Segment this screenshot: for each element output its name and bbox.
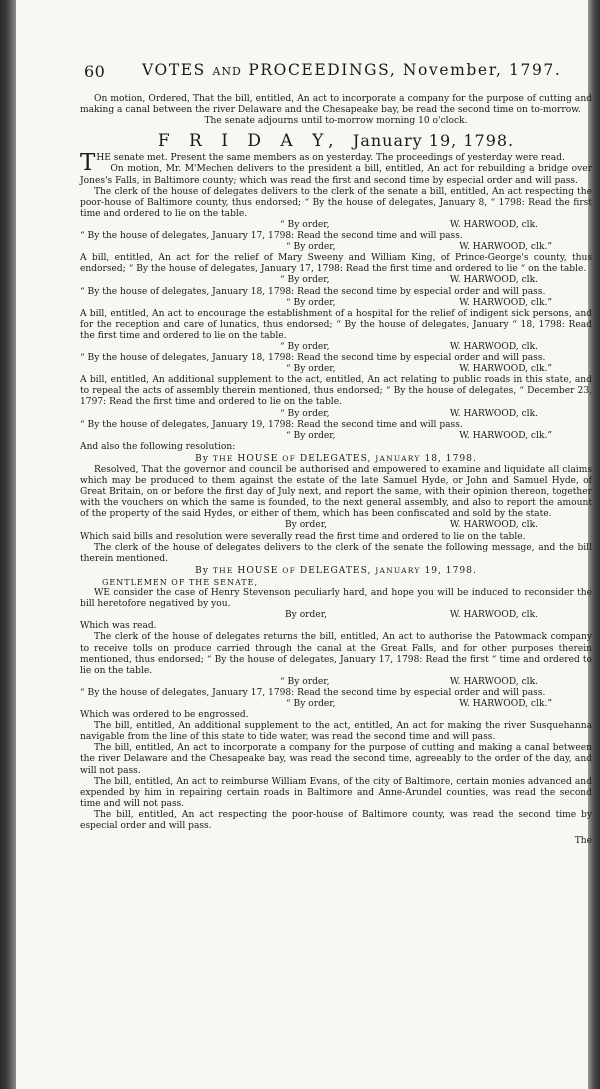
paragraph: The bill, entitled, An act respecting the poor-house of Baltimore county, was read the second time by especial order and will pass.: [80, 809, 592, 831]
by-order: “ By order,: [280, 676, 330, 687]
catchword: The: [574, 836, 592, 847]
paragraph: On motion, Ordered, That the bill, entitled, An act to incorporate a company for the purpose of cutting and making a canal between the river Delaware and the Chesapeake bay, be read the second time on to-morrow.: [80, 94, 592, 116]
res-delegates: DELEGATES,: [299, 453, 372, 464]
by-order: “ By order,: [286, 698, 336, 709]
by-order: By order,: [285, 610, 327, 621]
clerk-signature: W. HARWOOD, clk.: [449, 408, 538, 419]
signature-line: [80, 431, 592, 442]
paragraph: The clerk of the house of delegates delivers to the clerk of the senate a bill, entitled, An act respecting the poor-house of Baltimore county, thus endorsed; “ By the house of delegates, January 8, “ 1798: Read the first time and ordered to lie on the table.: [80, 186, 592, 219]
signature-line: [80, 520, 592, 531]
clerk-signature: W. HARWOOD, clk.: [449, 520, 538, 531]
running-head: [142, 61, 562, 79]
res-the: THE: [212, 453, 234, 463]
endorsement: “ By the house of delegates, January 18, 1798: Read the second time by especial order and will pass.: [80, 286, 546, 297]
clerk-signature: W. HARWOOD, clk.”: [459, 698, 552, 709]
running-head-votes: VOTES: [142, 61, 206, 79]
signature-line: [80, 342, 592, 353]
day-name: F R I D A Y,: [157, 131, 341, 152]
running-head-date: November, 1797.: [402, 61, 562, 79]
document-page: [80, 62, 592, 847]
by-order: “ By order,: [286, 297, 336, 308]
by-order: “ By order,: [280, 275, 330, 286]
paragraph-text: HE senate met. Present the same members as on yesterday. The proceedings of yesterday were read.: [96, 153, 565, 164]
by-order: “ By order,: [286, 430, 336, 441]
signature-line: [80, 220, 592, 231]
res-of: OF: [282, 453, 297, 463]
res-january: JANUARY: [375, 565, 421, 575]
endorsement: “ By the house of delegates, January 19, 1798: Read the second time and will pass.: [80, 419, 463, 430]
paragraph: A bill, entitled, An act for the relief of Mary Sweeny and William King, of Prince-George's county, thus endorsed; “ By the house of delegates, January 17, 1798: Read the first time and ordered to lie “ on the table.: [80, 253, 592, 275]
day-date: January 19, 1798.: [352, 131, 515, 151]
clerk-signature: W. HARWOOD, clk.: [449, 275, 538, 286]
salutation: GENTLEMEN OF THE SENATE,: [102, 577, 259, 587]
scan-edge-left: [0, 0, 16, 1089]
res-january: JANUARY: [375, 453, 421, 463]
signature-line: [80, 298, 592, 309]
day-heading: [80, 131, 592, 152]
res-house: HOUSE: [237, 565, 279, 576]
res-house: HOUSE: [237, 453, 279, 464]
clerk-signature: W. HARWOOD, clk.”: [459, 430, 552, 441]
page-header: [80, 62, 592, 94]
paragraph: The clerk of the house of delegates delivers to the clerk of the senate the following message, and the bill therein mentioned.: [80, 542, 592, 564]
signature-line: [80, 275, 592, 286]
by-order: “ By order,: [286, 364, 336, 375]
paragraph: And also the following resolution:: [80, 441, 236, 452]
adjournment-line: The senate adjourns until to-morrow morning 10 o'clock.: [204, 116, 468, 127]
by-order: “ By order,: [280, 408, 330, 419]
res-delegates: DELEGATES,: [299, 565, 372, 576]
running-head-proceedings: PROCEEDINGS,: [248, 61, 397, 79]
drop-cap: T: [80, 150, 96, 177]
res-the: THE: [212, 565, 234, 575]
res-by: By: [195, 565, 209, 576]
res-date: 18, 1798.: [424, 453, 477, 464]
by-order: “ By order,: [280, 219, 330, 230]
clerk-signature: W. HARWOOD, clk.: [449, 676, 538, 687]
page-number: 60: [84, 62, 106, 81]
by-order: “ By order,: [280, 341, 330, 352]
paragraph: The clerk of the house of delegates returns the bill, entitled, An act to authorise the Patowmack company to receive tolls on produce carried through the canal at the Great Falls, and for other purposes therein mentioned, thus endorsed; “ By the house of delegates, January 17, 1798: Read the first “ time and ordered to lie on the table.: [80, 632, 592, 676]
clerk-signature: W. HARWOOD, clk.: [449, 610, 538, 621]
paragraph: Which said bills and resolution were severally read the first time and ordered to lie on the table.: [80, 531, 526, 542]
signature-line: [80, 364, 592, 375]
clerk-signature: W. HARWOOD, clk.: [449, 219, 538, 230]
paragraph: A bill, entitled, An additional supplement to the act, entitled, An act relating to public roads in this state, and to repeal the acts of assembly therein mentioned, thus endorsed; “ By the house of delegates, “ December 23, 1797: Read the first time and ordered to lie on the table.: [80, 375, 592, 408]
res-of: OF: [282, 565, 297, 575]
signature-line: [80, 409, 592, 420]
clerk-signature: W. HARWOOD, clk.”: [459, 297, 552, 308]
res-date: 19, 1798.: [424, 565, 477, 576]
signature-line: [80, 242, 592, 253]
signature-line: [80, 699, 592, 710]
running-head-and: AND: [212, 65, 242, 78]
clerk-signature: W. HARWOOD, clk.: [449, 341, 538, 352]
by-order: “ By order,: [286, 242, 336, 253]
resolution-text: Resolved, That the governor and council be authorised and empowered to examine and liquidate all claims which may be produced to them against the estate of the late Samuel Hyde, or John and Samuel Hyde, of Great Britain, on or before the first day of July next, and report the same, with their opinion thereon, together with the vouchers on which the same is founded, to the next general assembly, and also to report the amount of the property of the said Hydes, or either of them, which has been confiscated and sold by the state.: [80, 465, 592, 520]
resolution-heading: [80, 565, 592, 577]
paragraph: The bill, entitled, An additional supplement to the act, entitled, An act for making the river Susquehanna navigable from the line of this state to tide water, was read the second time and will pass.: [80, 721, 592, 743]
paragraph: The bill, entitled, An act to reimburse William Evans, of the city of Baltimore, certain monies advanced and expended by him in repairing certain roads in Baltimore and Anne-Arundel counties, was read the second time and will not pass.: [80, 776, 592, 809]
paragraph: A bill, entitled, An act to encourage the establishment of a hospital for the relief of indigent sick persons, and for the reception and care of lunatics, thus endorsed; “ By the house of delegates, January “ 18, 1798: Read the first time and ordered to lie on the table.: [80, 308, 592, 341]
signature-line: [80, 610, 592, 621]
clerk-signature: W. HARWOOD, clk.”: [459, 364, 552, 375]
paragraph: Which was read.: [80, 621, 157, 632]
endorsement: “ By the house of delegates, January 17, 1798: Read the second time and will pass.: [80, 231, 463, 242]
message-text: WE consider the case of Henry Stevenson peculiarly hard, and hope you will be induced to reconsider the bill heretofore negatived by you.: [80, 588, 592, 610]
by-order: By order,: [285, 520, 327, 531]
endorsement: “ By the house of delegates, January 17, 1798: Read the second time by especial order and will pass.: [80, 687, 546, 698]
endorsement: “ By the house of delegates, January 18, 1798: Read the second time by especial order and will pass.: [80, 353, 546, 364]
paragraph: On motion, Mr. M'Mechen delivers to the president a bill, entitled, An act for rebuilding a bridge over Jones's Falls, in Baltimore county; which was read the first and second time by especial order and will pass.: [80, 164, 592, 186]
res-by: By: [195, 453, 209, 464]
resolution-heading: [80, 453, 592, 465]
clerk-signature: W. HARWOOD, clk.”: [459, 242, 552, 253]
paragraph: Which was ordered to be engrossed.: [80, 710, 249, 721]
paragraph: The bill, entitled, An act to incorporate a company for the purpose of cutting and making a canal between the river Delaware and the Chesapeake bay, was read the second time, agreeably to the order of the day, and will not pass.: [80, 743, 592, 776]
signature-line: [80, 677, 592, 688]
